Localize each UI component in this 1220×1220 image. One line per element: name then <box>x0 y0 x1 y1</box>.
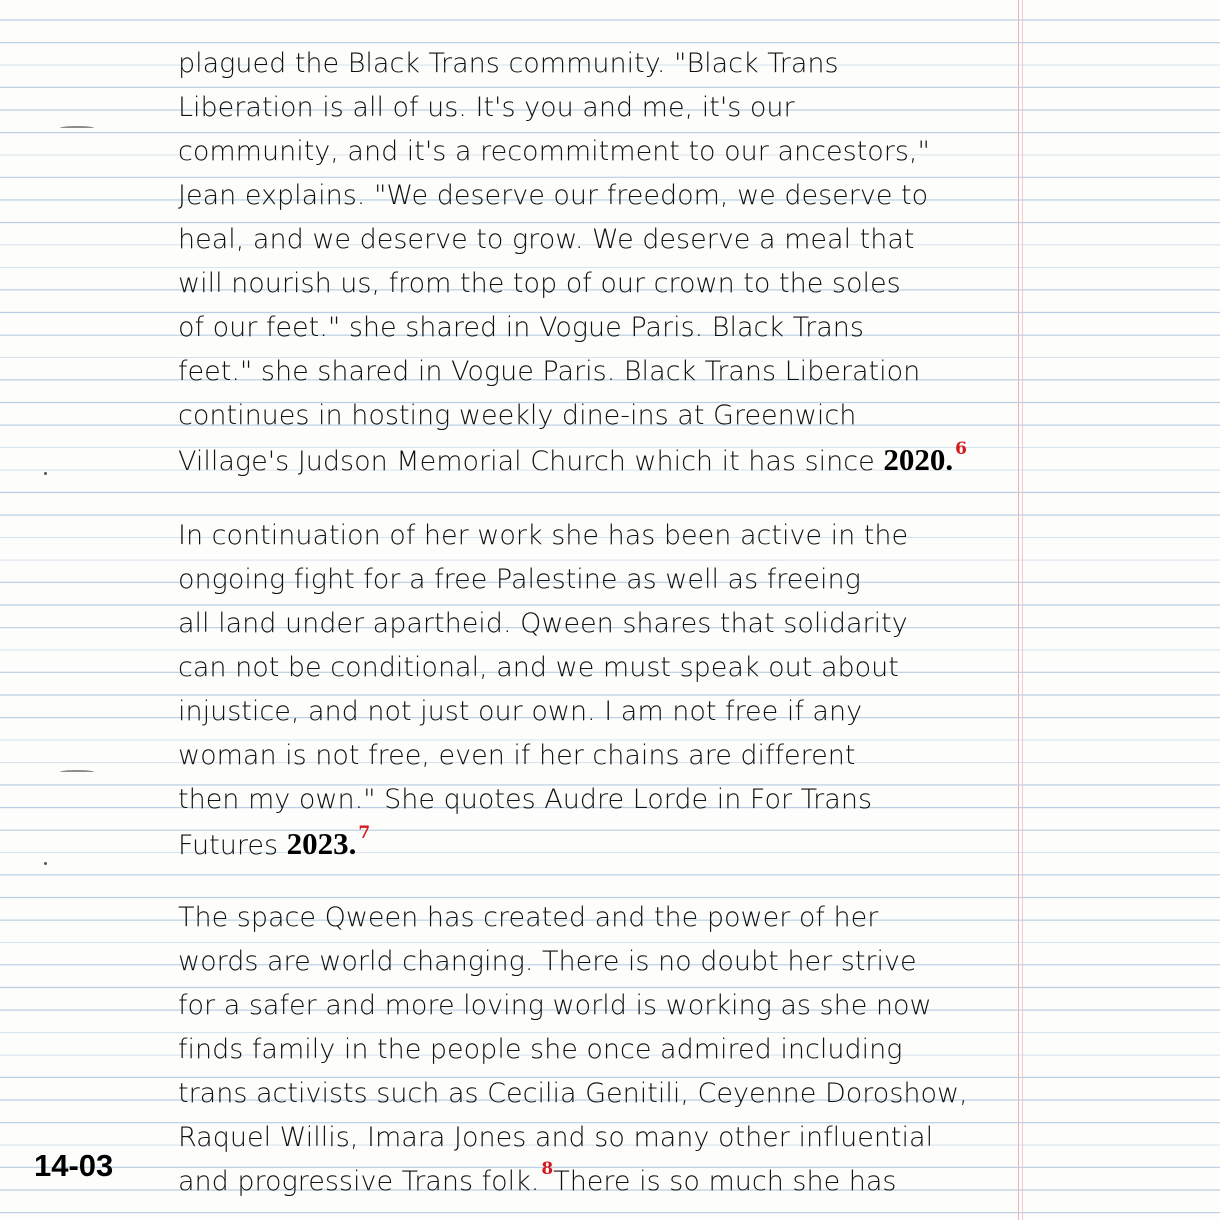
paragraph-1 <box>178 42 1218 482</box>
text-fragment: There is so much she has <box>553 1166 897 1197</box>
text-line-last <box>178 1160 1218 1204</box>
footnote-marker: 7 <box>358 823 371 843</box>
reference-punctuation: . <box>348 826 357 861</box>
page-number: 14-03 <box>34 1148 114 1183</box>
text-line: can not be conditional, and we must speak out about <box>178 652 899 683</box>
text-line: all land under apartheid. Qween shares that solidarity <box>178 608 908 639</box>
text-line-last <box>178 438 1218 482</box>
text-line: heal, and we deserve to grow. We deserve a meal that <box>178 224 915 255</box>
text-line: feet." she shared in Vogue Paris. Black Trans Liberation <box>178 356 921 387</box>
text-fragment: Village's Judson Memorial Church which it has since <box>178 446 875 477</box>
text-line: plagued the Black Trans community. "Black Trans <box>178 48 839 79</box>
text-line: words are world changing. There is no doubt her strive <box>178 946 917 977</box>
hole-punch-mark-top <box>60 126 94 130</box>
text-line: trans activists such as Cecilia Genitili, Ceyenne Doroshow, <box>178 1078 968 1109</box>
text-line: continues in hosting weekly dine-ins at Greenwich <box>178 400 857 431</box>
reference-year: 2020 <box>883 442 946 477</box>
text-line: ongoing fight for a free Palestine as well as freeing <box>178 564 861 595</box>
text-line: community, and it's a recommitment to our ancestors," <box>178 136 930 167</box>
text-line: of our feet." she shared in Vogue Paris. Black Trans <box>178 312 864 343</box>
text-line-last <box>178 822 1218 866</box>
footnote-marker: 8 <box>541 1159 554 1179</box>
text-line: The space Qween has created and the power of her <box>178 902 879 933</box>
text-line: Jean explains. "We deserve our freedom, we deserve to <box>178 180 929 211</box>
text-line: finds family in the people she once admired including <box>178 1034 903 1065</box>
text-line: then my own." She quotes Audre Lorde in For Trans <box>178 784 873 815</box>
text-line: injustice, and not just our own. I am not free if any <box>178 696 863 727</box>
text-line: for a safer and more loving world is working as she now <box>178 990 932 1021</box>
reference-year: 2023 <box>286 826 349 861</box>
hole-punch-mark-bottom <box>60 770 94 774</box>
footnote-marker: 6 <box>955 439 967 459</box>
text-line: Raquel Willis, Imara Jones and so many other influential <box>178 1122 934 1153</box>
paragraph-2 <box>178 514 1218 866</box>
paper-speck <box>44 472 47 475</box>
text-line: woman is not free, even if her chains are different <box>178 740 856 771</box>
reference-punctuation: . <box>945 442 954 477</box>
paper-speck <box>44 862 47 865</box>
text-line: In continuation of her work she has been active in the <box>178 520 909 551</box>
text-fragment: Futures <box>178 830 279 861</box>
paragraph-3 <box>178 896 1218 1204</box>
text-line: will nourish us, from the top of our crown to the soles <box>178 268 901 299</box>
text-fragment: and progressive Trans folk. <box>178 1166 540 1197</box>
text-line: Liberation is all of us. It's you and me, it's our <box>178 92 795 123</box>
